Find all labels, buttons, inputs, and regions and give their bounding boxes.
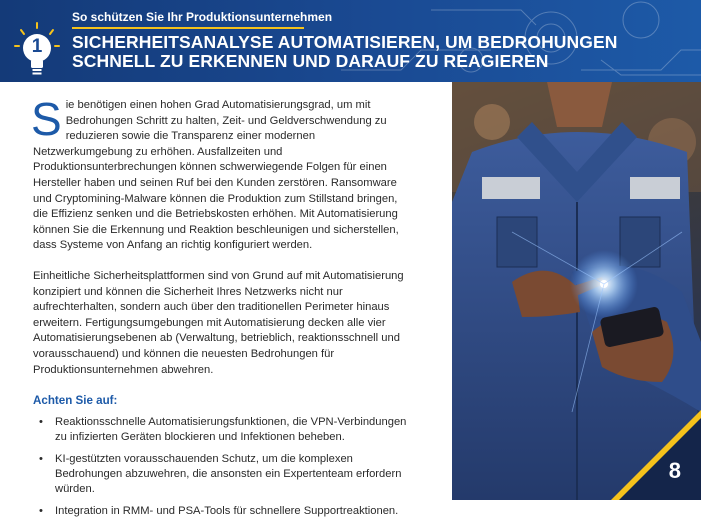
header-banner: [0, 0, 701, 82]
step-number: 1: [31, 36, 43, 57]
drop-cap: S: [31, 93, 62, 145]
watch-heading: Achten Sie auf:: [33, 394, 118, 408]
watch-list: [33, 415, 413, 519]
page-corner: [611, 410, 701, 500]
paragraph-2: Einheitliche Sicherheitsplattformen sind von Grund auf mit Automatisierung konzipiert und können die Sicherheit Ihres Netzwerks nicht nur aufrechterhalten, sondern auch über den traditionellen Perimeter hinaus erweitern. Fertigungsumgebungen mit Automatisierung decken alle vier Automatisierungsebenen ab (Verwaltung, betrieblich, reaktionsschnell und vorausschauend) und können die neuesten Bedrohungen für Produktionsunternehmen abwehren.: [33, 269, 404, 376]
list-item: • Reaktionsschnelle Automatisierungsfunktionen, die VPN-Verbindungen zu infizierten Geräten blockieren und Infektionen beheben.: [33, 415, 413, 446]
paragraph-1: [31, 93, 413, 254]
body-text: [31, 93, 413, 525]
title-line-1: SICHERHEITSANALYSE AUTOMATISIEREN, UM BEDROHUNGEN: [72, 32, 618, 52]
page-title: [72, 33, 672, 71]
list-item: • KI-gestützten vorausschauenden Schutz, um die komplexen Bedrohungen abzuwehren, die ansonsten ein Expertenteam erfordern würden.: [33, 452, 413, 498]
list-item: • Integration in RMM- und PSA-Tools für schnellere Supportreaktionen.: [33, 504, 413, 519]
kicker-underline: [72, 27, 304, 29]
section-kicker: So schützen Sie Ihr Produktionsunternehmen: [72, 10, 333, 24]
paragraph-1-text: ie benötigen einen hohen Grad Automatisierungsgrad, um mit Bedrohungen Schritt zu halten, Zeit- und Geldverschwendung zu reduzieren sowie die Transparenz einer modernen Netzwerkumgebung zu erhöhen. Ausfallzeiten und Produktionsunterbrechungen können schwerwiegende Folgen für einen Hersteller haben und seinen Ruf bei den Kunden zerstören. Ransomware und Cryptomining-Malware können die Produktion zum Stillstand bringen, die Effizienz senken und die Betriebskosten erhöhen. Mit Automatisierung können Sie die Erkennung und Reaktion beschleunigen und sicherstellen, dass Systeme von Anfang an richtig konfiguriert werden.: [33, 99, 399, 252]
page-number: 8: [668, 458, 681, 483]
title-line-2: SCHNELL ZU ERKENNEN UND DARAUF ZU REAGIEREN: [72, 51, 549, 71]
